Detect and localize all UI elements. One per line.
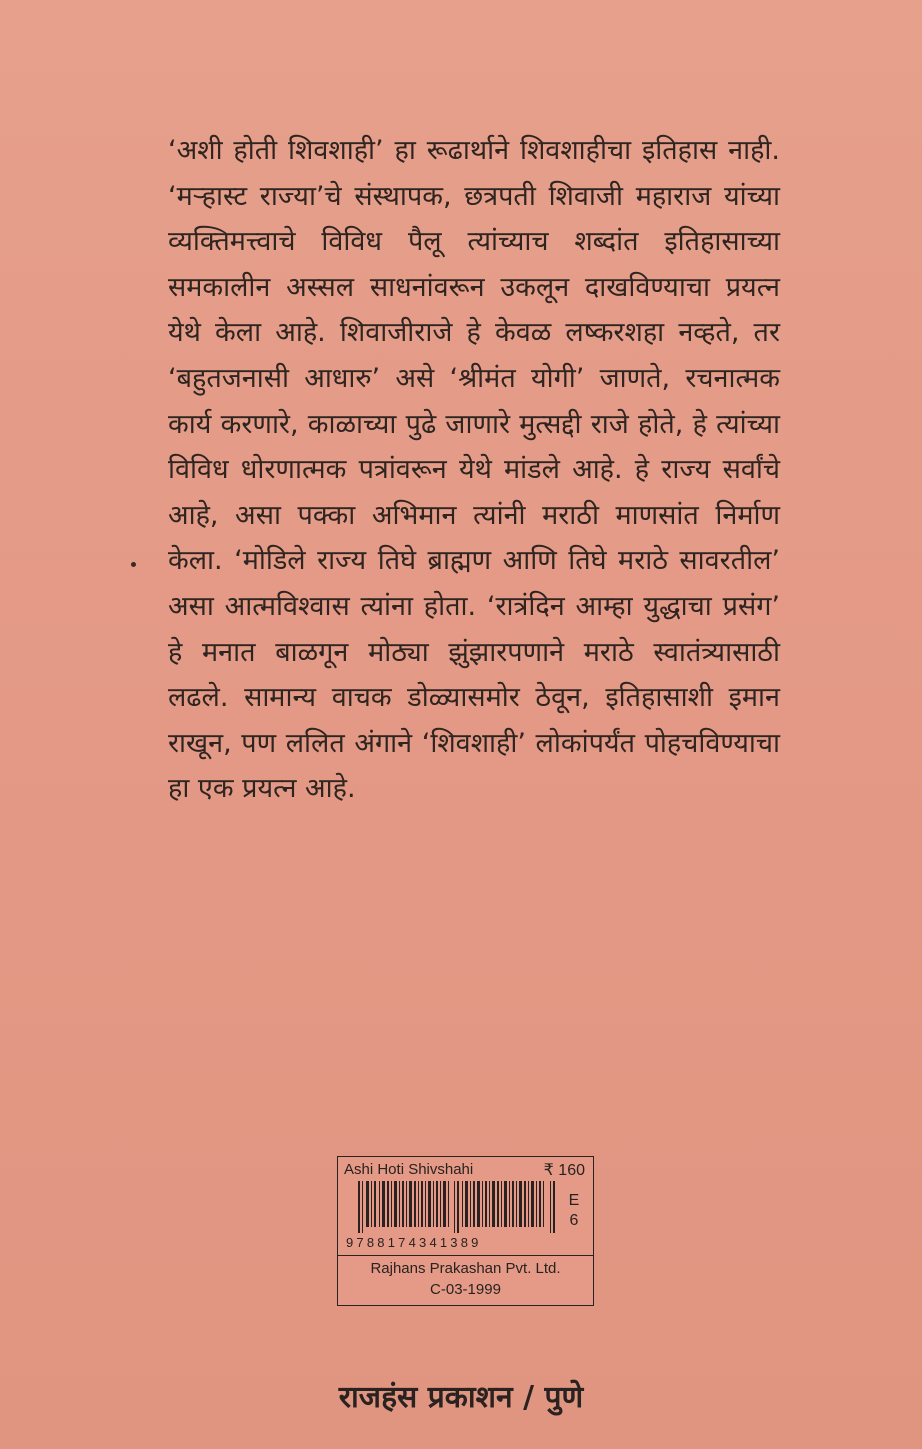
margin-dot	[131, 562, 136, 567]
barcode-label	[337, 1156, 594, 1306]
barcode-isbn: 9788174341389	[346, 1235, 482, 1250]
barcode-price: ₹ 160	[543, 1162, 585, 1179]
publisher-line: राजहंस प्रकाशन / पुणे	[338, 1380, 584, 1415]
barcode-icon	[358, 1181, 558, 1233]
blurb-paragraph: ‘अशी होती शिवशाही’ हा रूढार्थाने शिवशाहीचा इतिहास नाही. ‘मऱ्हास्ट राज्या’चे संस्थापक, छत्रपती शिवाजी महाराज यांच्या व्यक्तिमत्त्वाचे विविध पैलू त्यांच्याच शब्दांत इतिहासाच्या समकालीन अस्सल साधनांवरून उकलून दाखविण्याचा प्रयत्न येथे केला आहे. शिवाजीराजे हे केवळ लष्करशहा नव्हते, तर ‘बहुतजनासी आधारु’ असे ‘श्रीमंत योगी’ जाणते, रचनात्मक कार्य करणारे, काळाच्या पुढे जाणारे मुत्सद्दी राजे होते, हे त्यांच्या विविध धोरणात्मक पत्रांवरून येथे मांडले आहे. हे राज्य सर्वांचे आहे, असा पक्का अभिमान त्यांनी मराठी माणसांत निर्माण केला. ‘मोडिले राज्य तिघे ब्राह्मण आणि तिघे मराठे सावरतील’ असा आत्मविश्वास त्यांना होता. ‘रात्रंदिन आम्हा युद्धाचा प्रसंग’ हे मनात बाळगून मोठ्या झुंझारपणाने मराठे स्वातंत्र्यासाठी लढले. सामान्य वाचक डोळ्यासमोर ठेवून, इतिहासाशी इमान राखून, पण ललित अंगाने ‘शिवशाही’ लोकांपर्यंत पोहचविण्याचा हा एक प्रयत्न आहे.	[168, 135, 780, 805]
barcode-book-title: Ashi Hoti Shivshahi	[344, 1161, 474, 1178]
barcode-code: E 6	[568, 1192, 580, 1229]
barcode-publisher: Rajhans Prakashan Pvt. Ltd.	[370, 1260, 561, 1277]
barcode-publisher-code: C-03-1999	[430, 1281, 501, 1298]
blurb-text	[168, 128, 780, 812]
barcode-divider	[338, 1255, 593, 1256]
